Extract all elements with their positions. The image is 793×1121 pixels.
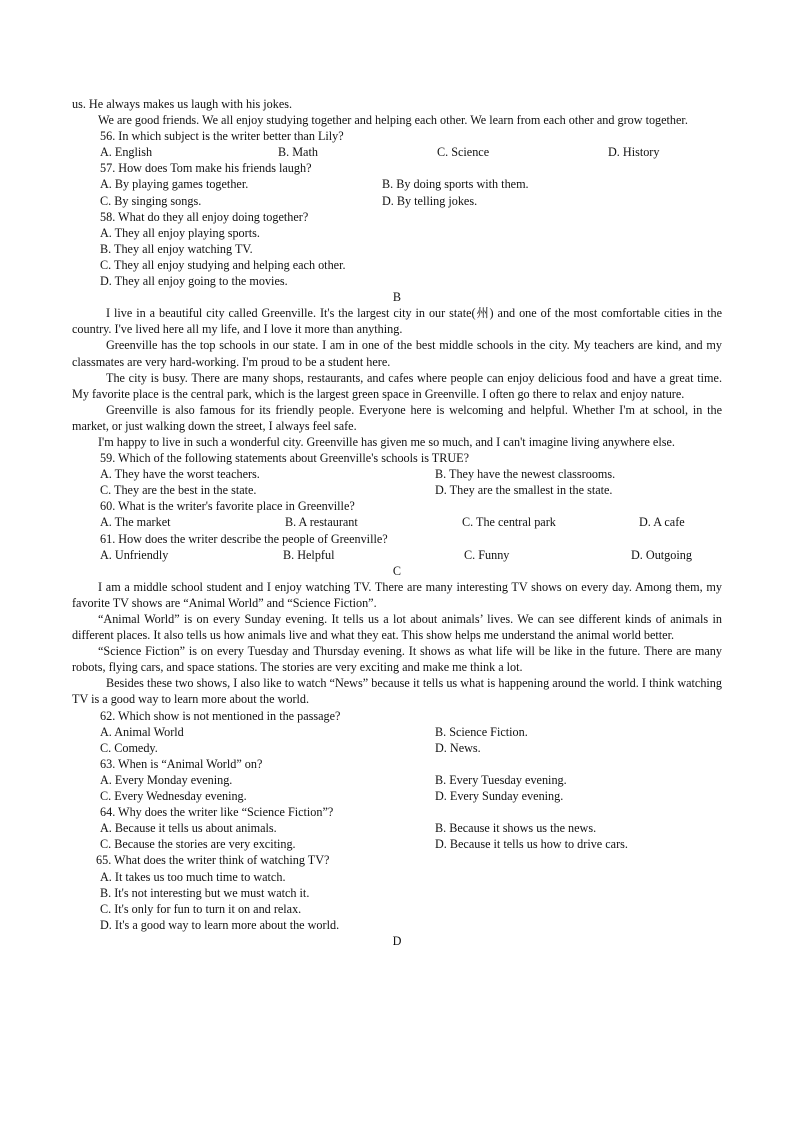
- option-d[interactable]: D. They all enjoy going to the movies.: [100, 274, 288, 289]
- passage-d-heading: D: [392, 933, 402, 948]
- question-57-options-ab: [72, 176, 722, 192]
- option-a[interactable]: A. They have the worst teachers.: [100, 467, 260, 482]
- option-b[interactable]: B. Math: [278, 145, 318, 160]
- question-60: 60. What is the writer's favorite place in Greenville?: [100, 499, 355, 514]
- option-c[interactable]: C. Science: [437, 145, 490, 160]
- option-d[interactable]: D. A cafe: [639, 515, 685, 530]
- option-c[interactable]: C. Funny: [464, 547, 510, 562]
- option-c[interactable]: C. Comedy.: [100, 740, 158, 755]
- question-58: 58. What do they all enjoy doing together?: [100, 209, 309, 224]
- question-61: 61. How does the writer describe the people of Greenville?: [100, 531, 388, 546]
- option-b[interactable]: B. Every Tuesday evening.: [435, 772, 567, 787]
- option-d[interactable]: D. They are the smallest in the state.: [435, 483, 613, 498]
- option-a[interactable]: A. They all enjoy playing sports.: [100, 225, 260, 240]
- question-59-options-ab: [72, 466, 722, 482]
- question-62: 62. Which show is not mentioned in the passage?: [100, 708, 341, 723]
- question-57: 57. How does Tom make his friends laugh?: [100, 161, 312, 176]
- document-page: [72, 96, 722, 949]
- option-a[interactable]: A. English: [100, 145, 153, 160]
- option-c[interactable]: C. They are the best in the state.: [100, 483, 257, 498]
- option-c[interactable]: C. By singing songs.: [100, 193, 202, 208]
- option-b[interactable]: B. They have the newest classrooms.: [435, 467, 616, 482]
- option-a[interactable]: A. Because it tells us about animals.: [100, 821, 277, 836]
- option-a[interactable]: A. It takes us too much time to watch.: [100, 869, 286, 884]
- option-c[interactable]: C. Because the stories are very exciting.: [100, 837, 296, 852]
- passage-c-paragraph: Besides these two shows, I also like to watch “News” because it tells us what is happening around the world. I think watching TV is a good way to learn more about the world.: [72, 676, 722, 707]
- option-a[interactable]: A. By playing games together.: [100, 177, 249, 192]
- passage-b-paragraph: The city is busy. There are many shops, restaurants, and cafes where people can enjoy delicious food and have a great time. My favorite place is the central park, which is the largest green space in Greenville. I often go there to relax and enjoy nature.: [72, 370, 722, 401]
- option-a[interactable]: A. Unfriendly: [100, 547, 169, 562]
- option-b[interactable]: B. Because it shows us the news.: [435, 821, 597, 836]
- question-60-options: [72, 514, 722, 530]
- option-d[interactable]: D. News.: [435, 740, 481, 755]
- question-57-options-cd: [72, 193, 722, 209]
- option-c[interactable]: C. They all enjoy studying and helping each other.: [100, 257, 346, 272]
- option-d[interactable]: D. Because it tells us how to drive cars.: [435, 837, 628, 852]
- option-b[interactable]: B. It's not interesting but we must watch it.: [100, 885, 310, 900]
- option-d[interactable]: D. By telling jokes.: [382, 193, 478, 208]
- passage-b-paragraph: Greenville has the top schools in our state. I am in one of the best middle schools in the city. My teachers are kind, and my classmates are very hard-working. I'm proud to be a student here.: [72, 338, 722, 369]
- passage-b-paragraph: I'm happy to live in such a wonderful city. Greenville has given me so much, and I can't imagine living anywhere else.: [98, 434, 675, 449]
- option-c[interactable]: C. It's only for fun to turn it on and relax.: [100, 901, 302, 916]
- question-62-options-cd: [72, 740, 722, 756]
- question-63-options-ab: [72, 772, 722, 788]
- question-59-options-cd: [72, 482, 722, 498]
- option-d[interactable]: D. History: [608, 145, 660, 160]
- question-65: 65. What does the writer think of watching TV?: [96, 853, 330, 868]
- passage-c-paragraph: “Science Fiction” is on every Tuesday and Thursday evening. It shows as what life will be like in the future. There are many robots, flying cars, and space stations. The stories are very exciting and make me think a lot.: [72, 644, 722, 675]
- option-a[interactable]: A. The market: [100, 515, 171, 530]
- question-56-options: [72, 144, 722, 160]
- option-b[interactable]: B. A restaurant: [285, 515, 358, 530]
- option-d[interactable]: D. It's a good way to learn more about the world.: [100, 917, 340, 932]
- option-d[interactable]: D. Every Sunday evening.: [435, 789, 564, 804]
- passage-a-paragraph: We are good friends. We all enjoy studying together and helping each other. We learn from each other and grow together.: [98, 113, 688, 128]
- question-63-options-cd: [72, 788, 722, 804]
- passage-c-paragraph: “Animal World” is on every Sunday evening. It tells us a lot about animals’ lives. We can see different kinds of animals in different places. It also tells us how animals live and what they eat. This show helps me understand the animal world better.: [72, 612, 722, 643]
- question-64-options-ab: [72, 820, 722, 836]
- option-a[interactable]: A. Animal World: [100, 724, 184, 739]
- option-a[interactable]: A. Every Monday evening.: [100, 772, 233, 787]
- passage-b-paragraph: Greenville is also famous for its friendly people. Everyone here is welcoming and helpful. Whether I'm at school, in the market, or just walking down the street, I always feel safe.: [72, 402, 722, 433]
- question-63: 63. When is “Animal World” on?: [100, 756, 263, 771]
- option-c[interactable]: C. The central park: [462, 515, 556, 530]
- option-c[interactable]: C. Every Wednesday evening.: [100, 789, 247, 804]
- passage-a-line-1: us. He always makes us laugh with his jokes.: [72, 97, 293, 111]
- option-b[interactable]: B. By doing sports with them.: [382, 177, 529, 192]
- question-64-options-cd: [72, 836, 722, 852]
- question-62-options-ab: [72, 724, 722, 740]
- passage-c-heading: C: [392, 563, 402, 578]
- option-b[interactable]: B. Helpful: [283, 547, 335, 562]
- passage-b-heading: B: [392, 290, 402, 305]
- question-61-options: [72, 547, 722, 563]
- passage-c-paragraph: I am a middle school student and I enjoy watching TV. There are many interesting TV shows on every day. Among them, my favorite TV shows are “Animal World” and “Science Fiction”.: [72, 579, 722, 610]
- option-b[interactable]: B. Science Fiction.: [435, 724, 528, 739]
- question-64: 64. Why does the writer like “Science Fiction”?: [100, 805, 334, 820]
- question-59: 59. Which of the following statements about Greenville's schools is TRUE?: [100, 451, 469, 466]
- option-b[interactable]: B. They all enjoy watching TV.: [100, 241, 253, 256]
- question-56: 56. In which subject is the writer better than Lily?: [100, 129, 344, 144]
- option-d[interactable]: D. Outgoing: [631, 547, 692, 562]
- passage-b-paragraph: I live in a beautiful city called Greenville. It's the largest city in our state(州) and one of the most comfortable cities in the country. I've lived here all my life, and I love it more than anything.: [72, 306, 722, 337]
